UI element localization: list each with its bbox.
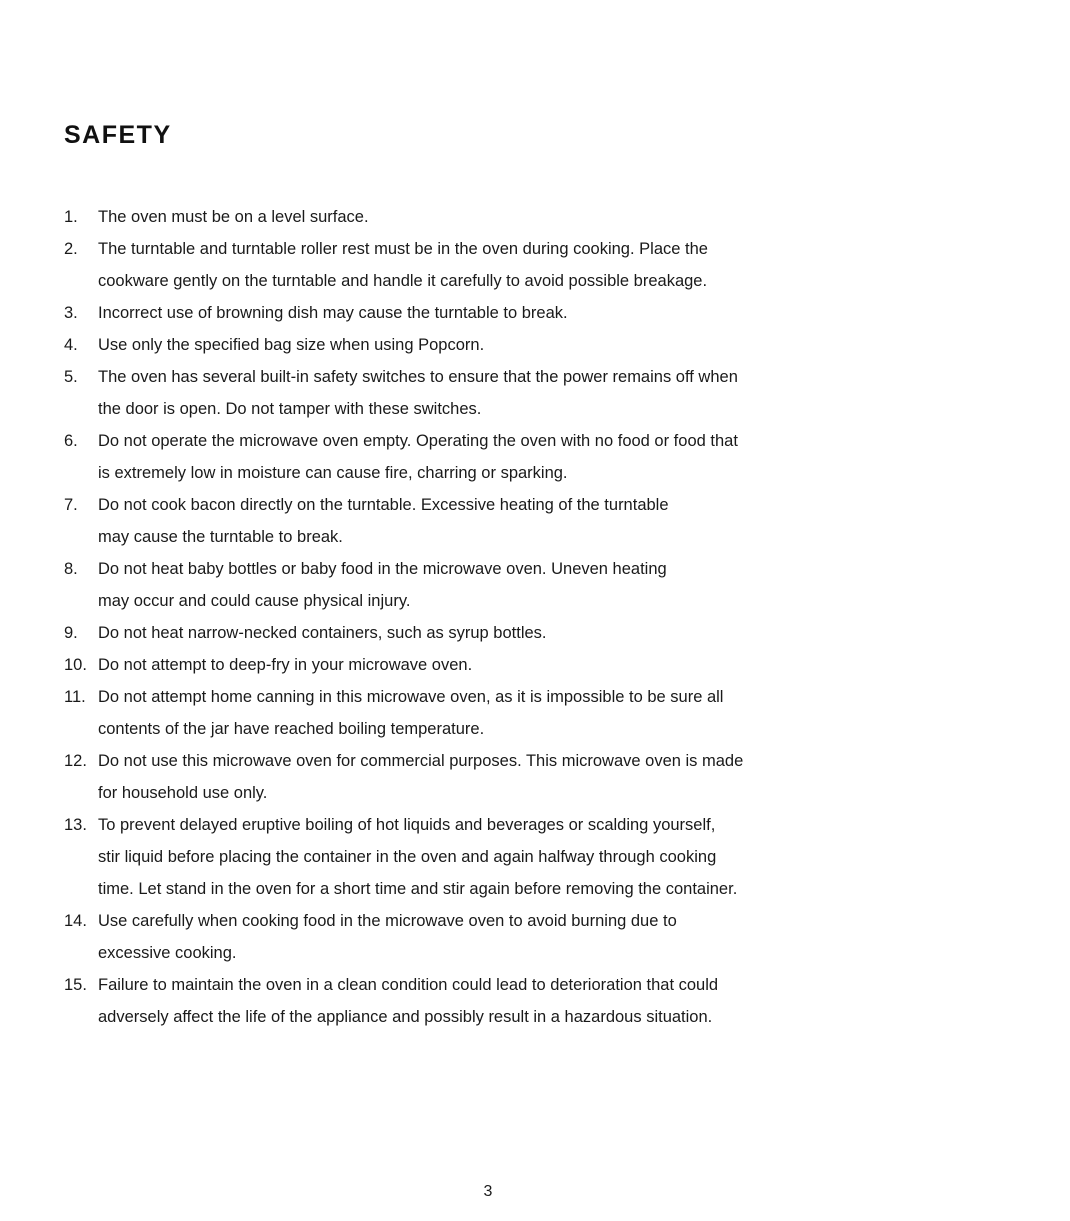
item-text-line: Do not use this microwave oven for commercial purposes. This microwave oven is made [98, 752, 744, 770]
item-text-line: adversely affect the life of the appliance and possibly result in a hazardous situation. [98, 1008, 713, 1026]
item-text [98, 425, 924, 489]
item-text [98, 969, 924, 1033]
item-text [98, 201, 924, 233]
list-item [64, 905, 924, 969]
item-text-line: cookware gently on the turntable and handle it carefully to avoid possible breakage. [98, 272, 708, 290]
item-text [98, 553, 924, 617]
item-number: 11. [64, 688, 86, 706]
item-text-line: Use carefully when cooking food in the microwave oven to avoid burning due to [98, 912, 677, 930]
item-text [98, 297, 924, 329]
item-text [98, 681, 924, 745]
item-text-line: is extremely low in moisture can cause fire, charring or sparking. [98, 464, 568, 482]
safety-list [64, 201, 924, 1033]
item-text-line: Use only the specified bag size when using Popcorn. [98, 336, 485, 354]
item-text-line: Incorrect use of browning dish may cause the turntable to break. [98, 304, 568, 322]
item-number: 1. [64, 208, 78, 226]
item-number: 2. [64, 240, 78, 258]
page-number: 3 [483, 1183, 493, 1200]
item-number: 15. [64, 976, 87, 994]
list-item [64, 489, 924, 553]
list-item [64, 553, 924, 617]
item-text-line: The oven must be on a level surface. [98, 208, 369, 226]
item-text-line: The oven has several built-in safety switches to ensure that the power remains off when [98, 368, 738, 386]
item-text-line: Do not attempt home canning in this microwave oven, as it is impossible to be sure all [98, 688, 724, 706]
list-item [64, 425, 924, 489]
item-text-line: Do not operate the microwave oven empty. Operating the oven with no food or food that [98, 432, 738, 450]
item-text-line: The turntable and turntable roller rest must be in the oven during cooking. Place the [98, 240, 708, 258]
item-text-line: Failure to maintain the oven in a clean condition could lead to deterioration that could [98, 976, 719, 994]
item-text-line: Do not heat baby bottles or baby food in the microwave oven. Uneven heating [98, 560, 667, 578]
item-text [98, 329, 924, 361]
item-text-line: Do not attempt to deep-fry in your microwave oven. [98, 656, 473, 674]
item-text-line: To prevent delayed eruptive boiling of hot liquids and beverages or scalding yourself, [98, 816, 716, 834]
list-item [64, 233, 924, 297]
item-text-line: time. Let stand in the oven for a short time and stir again before removing the container. [98, 880, 738, 898]
list-item [64, 809, 924, 905]
item-number: 5. [64, 368, 78, 386]
item-number: 12. [64, 752, 87, 770]
item-number: 13. [64, 816, 87, 834]
item-text-line: may cause the turntable to break. [98, 528, 343, 546]
item-number: 14. [64, 912, 87, 930]
item-text-line: Do not cook bacon directly on the turntable. Excessive heating of the turntable [98, 496, 669, 514]
item-number: 10. [64, 656, 87, 674]
list-item [64, 649, 924, 681]
item-text [98, 745, 924, 809]
item-text-line: excessive cooking. [98, 944, 237, 962]
item-number: 9. [64, 624, 78, 642]
item-text-line: stir liquid before placing the container in the oven and again halfway through cooking [98, 848, 717, 866]
list-item [64, 201, 924, 233]
list-item [64, 297, 924, 329]
item-text [98, 649, 924, 681]
list-item [64, 361, 924, 425]
item-text [98, 617, 924, 649]
item-text-line: Do not heat narrow-necked containers, such as syrup bottles. [98, 624, 547, 642]
item-number: 6. [64, 432, 78, 450]
list-item [64, 745, 924, 809]
item-number: 4. [64, 336, 78, 354]
list-item [64, 969, 924, 1033]
item-number: 7. [64, 496, 78, 514]
item-text-line: for household use only. [98, 784, 268, 802]
item-text [98, 233, 924, 297]
item-number: 8. [64, 560, 78, 578]
list-item [64, 329, 924, 361]
page-title: SAFETY [64, 121, 172, 149]
item-text-line: may occur and could cause physical injury. [98, 592, 411, 610]
item-text [98, 361, 924, 425]
item-text [98, 809, 924, 905]
item-number: 3. [64, 304, 78, 322]
item-text [98, 489, 924, 553]
item-text-line: the door is open. Do not tamper with these switches. [98, 400, 482, 418]
item-text-line: contents of the jar have reached boiling temperature. [98, 720, 485, 738]
list-item [64, 681, 924, 745]
list-item [64, 617, 924, 649]
item-text [98, 905, 924, 969]
